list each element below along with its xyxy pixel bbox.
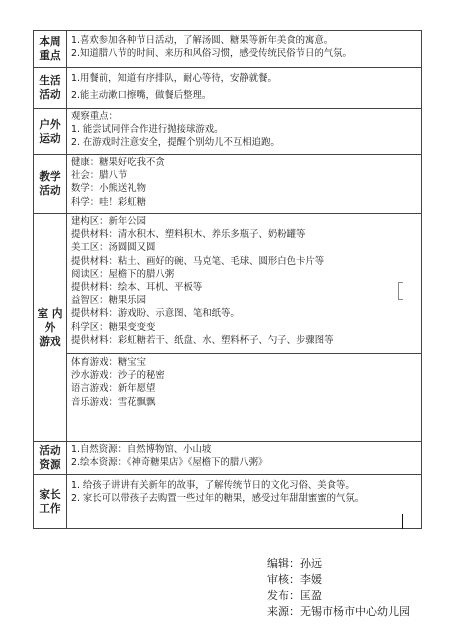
row-parents: [34, 475, 422, 529]
content-line: 提供材料：粘土、画好的碗、马克笔、毛球、圆形白色卡片等: [71, 255, 325, 267]
content-line: 提供材料：彩虹糖若干、纸盘、水、塑料杯子、勺子、步骤图等: [71, 334, 334, 346]
row-heading: 户外 运动: [34, 109, 67, 155]
content-line: 2.绘本资源：《神奇糖果店》《屋檐下的腊八粥》: [71, 457, 268, 469]
content-line: 阅读区：屋檐下的腊八粥: [71, 268, 175, 280]
row-content: [67, 68, 422, 109]
row-content: [67, 109, 422, 155]
inner-divider: [67, 353, 421, 354]
row-heading: 本周 重点: [34, 31, 67, 68]
content-line: 数学：小熊送礼物: [71, 183, 147, 195]
content-line: 2.知道腊八节的时间、来历和风俗习惯，感受传统民俗节日的气氛。: [71, 48, 352, 60]
content-line: 2. 家长可以带孩子去购置一些过年的糖果，感受过年甜甜蜜蜜的气氛。: [71, 493, 365, 505]
article-credits: [267, 556, 410, 620]
content-line: 益智区：糖果乐园: [71, 295, 147, 307]
row-games: [34, 214, 422, 442]
content-line: 体育游戏：糖宝宝: [71, 357, 147, 369]
content-line: 健康：糖果好吃我不贪: [71, 157, 165, 168]
content-line: 观察重点：: [71, 111, 118, 122]
row-content: [67, 442, 422, 475]
content-line: 美工区：汤圆圆又圆: [71, 242, 156, 254]
row-resources: [34, 442, 422, 475]
content-line: 提供材料：绘本、耳机、平板等: [71, 282, 203, 294]
content-line: 1.自然资源：自然博物馆、小山坡: [71, 444, 212, 455]
row-daily-life: [34, 68, 422, 109]
row-content: [67, 31, 422, 68]
source-credit: 来源：无锡市杨市中心幼儿园: [267, 605, 410, 618]
content-line: 科学区：糖果变变变: [71, 321, 156, 333]
row-teaching: [34, 155, 422, 214]
content-line: 社会：腊八节: [71, 170, 128, 182]
content-line: 1. 能尝试同伴合作进行抛接球游戏。: [71, 124, 224, 136]
row-content: [67, 475, 422, 529]
publisher-credit: 发布：匡盈: [267, 589, 322, 602]
text-cursor: [402, 514, 403, 529]
row-outdoor: [34, 109, 422, 155]
content-line: 音乐游戏：雪花飘飘: [71, 396, 156, 408]
row-focus: [34, 31, 422, 68]
row-content: [67, 155, 422, 214]
content-line: 建构区：新年公园: [71, 216, 147, 227]
content-line: 1.喜欢参加各种节日活动，了解汤圆、糖果等新年美食的寓意。: [71, 35, 334, 46]
content-line: 1. 给孩子讲讲有关新年的故事，了解传统节日的文化习俗、美食等。: [71, 480, 355, 491]
weekly-plan-table: [33, 30, 422, 529]
content-line: 语言游戏：新年愿望: [71, 383, 156, 395]
content-line: 2.能主动漱口擦嘴，做餐后整理。: [71, 90, 212, 102]
content-line: 提供材料：游戏盼、示意图、笔和纸等。: [71, 308, 240, 320]
content-line: 提供材料：清水积木、塑料积木、养乐多瓶子、奶粉罐等: [71, 229, 306, 241]
row-heading: 活动 资源: [34, 442, 67, 475]
content-line: 1.用餐前，知道有序排队，耐心等待，安静就餐。: [71, 73, 277, 84]
content-line: 2. 在游戏时注意安全，提醒个别幼儿不互相追跑。: [71, 137, 280, 149]
row-heading: 生活 活动: [34, 68, 67, 109]
row-heading: 室 内 外 游戏: [34, 214, 67, 442]
margin-bracket: [398, 282, 403, 300]
content-line: 沙水游戏：沙子的秘密: [71, 370, 165, 382]
row-content: [67, 214, 422, 442]
reviewer-credit: 审核：李媛: [267, 573, 322, 586]
row-heading: 家长 工作: [34, 475, 67, 529]
row-heading: 教学 活动: [34, 155, 67, 214]
editor-credit: 编辑：孙远: [267, 557, 322, 570]
content-line: 科学：哇！彩虹糖: [71, 196, 147, 208]
